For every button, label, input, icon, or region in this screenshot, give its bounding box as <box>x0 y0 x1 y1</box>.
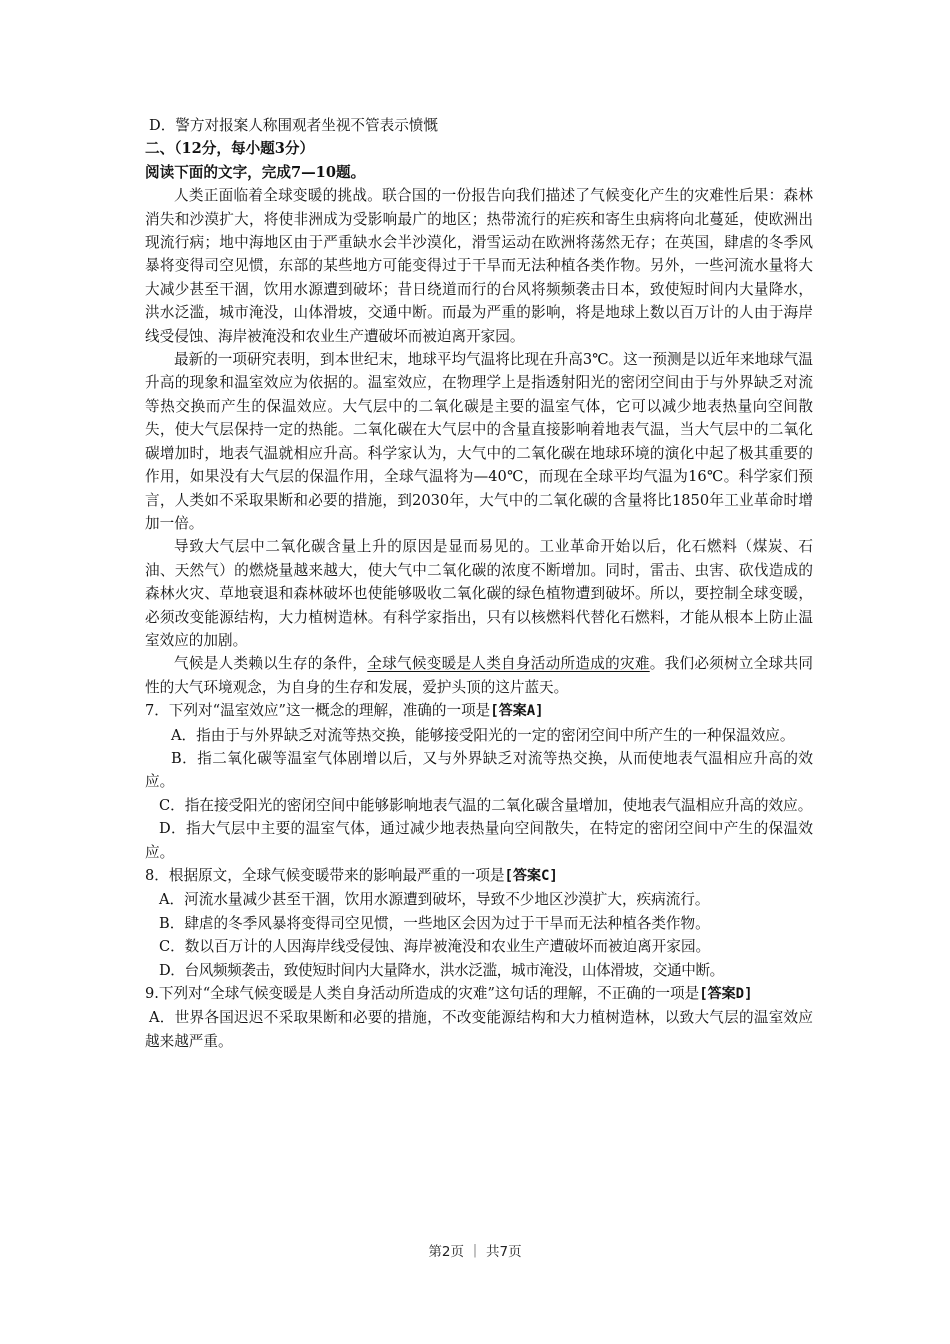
question-9 <box>145 982 813 1006</box>
question-9-stem: 9.下列对“全球气候变暖是人类自身活动所造成的灾难”这句话的理解，不正确的一项是 <box>145 985 700 1003</box>
document-page <box>145 114 813 1053</box>
underlined-sentence: 全球气候变暖是人类自身活动所造成的灾难 <box>367 655 650 673</box>
question-8-option-c: C．数以百万计的人因海岸线受侵蚀、海岸被淹没和农业生产遭破坏而被迫离开家园。 <box>159 938 711 956</box>
question-7-option-b: B．指二氧化碳等温室气体剧增以后，又与外界缺乏对流等热交换，从而使地表气温相应升高的效应。 <box>145 749 813 791</box>
passage-paragraph-3: 导致大气层中二氧化碳含量上升的原因是显而易见的。工业革命开始以后，化石燃料（煤炭、石油、天然气）的燃烧量越来越大，使大气中二氧化碳的浓度不断增加。同时，雷击、虫害、砍伐造成的森林火灾、草地衰退和森林破坏也使能够吸收二氧化碳的绿色植物遭到破坏。所以，要控制全球变暖，必须改变能源结构，大力植树造林。有科学家指出，只有以核燃料代替化石燃料，才能从根本上防止温室效应的加剧。 <box>145 538 813 649</box>
question-8-stem: 8．根据原文，全球气候变暖带来的影响最严重的一项是 <box>145 867 505 884</box>
question-8-option-d: D．台风频频袭击，致使短时间内大量降水，洪水泛滥，城市淹没，山体滑坡，交通中断。 <box>159 961 724 979</box>
question-7-answer: [答案A] <box>490 703 544 720</box>
question-9-option-a: A．世界各国迟迟不采取果断和必要的措施，不改变能源结构和大力植树造林，以致大气层的温室效应越来越严重。 <box>145 1009 813 1050</box>
p4-text-after: 。我们必须树立全球共同性的大气环境观念，为自身的生存和发展，爱护头顶的这片蓝天。 <box>145 655 813 696</box>
question-9-answer: [答案D] <box>699 986 753 1003</box>
section-title: 二、（12分，每小题3分） <box>145 140 315 158</box>
question-7 <box>145 699 813 723</box>
question-8-answer: [答案C] <box>504 868 558 884</box>
question-8-option-b: B．肆虐的冬季风暴将变得司空见惯，一些地区会因为过于干旱而无法种植各类作物。 <box>159 914 710 932</box>
question-8-option-a: A．河流水量减少甚至干涸，饮用水源遭到破坏，导致不少地区沙漠扩大，疾病流行。 <box>159 891 710 909</box>
passage-paragraph-2: 最新的一项研究表明，到本世纪末，地球平均气温将比现在升高3℃。这一预测是以近年来地球气温升高的现象和温室效应为依据的。温室效应，在物理学上是指透射阳光的密闭空间由于与外界缺乏对流等热交换而产生的保温效应。大气层中的二氧化碳是主要的温室气体，它可以减少地表热量向空间散失，使大气层保持一定的热能。二氧化碳在大气层中的含量直接影响着地表气温，当大气层中的二氧化碳增加时，地表气温就相应升高。科学家认为，大气中的二氧化碳在地球环境的演化中起了极其重要的作用，如果没有大气层的保温作用，全球气温将为—40℃，而现在全球平均气温为16℃。科学家们预言，人类如不采取果断和必要的措施，到2030年，大气中的二氧化碳的含量将比1850年工业革命时增加一倍。 <box>145 351 813 532</box>
previous-option-d: D．警方对报案人称围观者坐视不管表示愤慨 <box>149 117 438 134</box>
question-7-option-d: D．指大气层中主要的温室气体，通过减少地表热量向空间散失，在特定的密闭空间中产生的保温效应。 <box>145 820 813 861</box>
question-8 <box>145 864 813 888</box>
p4-text-before: 气候是人类赖以生存的条件， <box>174 655 368 673</box>
question-7-stem: 7．下列对“温室效应”这一概念的理解，准确的一项是 <box>145 702 491 720</box>
passage-paragraph-1: 人类正面临着全球变暖的挑战。联合国的一份报告向我们描述了气候变化产生的灾难性后果：森林消失和沙漠扩大，将使非洲成为受影响最广的地区；热带流行的疟疾和寄生虫病将向北蔓延，使欧洲出现流行病；地中海地区由于严重缺水会半沙漠化，滑雪运动在欧洲将荡然无存；在英国，肆虐的冬季风暴将变得司空见惯，东部的某些地方可能变得过于干旱而无法种植各类作物。另外，一些河流水量将大大减少甚至干涸，饮用水源遭到破坏；昔日绕道而行的台风将频频袭击日本，致使短时间内大量降水，洪水泛滥，城市淹没，山体滑坡，交通中断。而最为严重的影响，将是地球上数以百万计的人由于海岸线受侵蚀、海岸被淹没和农业生产遭破坏而被迫离开家园。 <box>145 187 813 345</box>
passage-paragraph-4 <box>145 652 813 699</box>
question-7-option-a: A．指由于与外界缺乏对流等热交换，能够接受阳光的一定的密闭空间中所产生的一种保温效应。 <box>171 726 795 744</box>
page-footer: 第2页 ｜ 共7页 <box>428 1244 522 1260</box>
question-7-option-c: C．指在接受阳光的密闭空间中能够影响地表气温的二氧化碳含量增加，使地表气温相应升高的效应。 <box>159 796 813 814</box>
section-instruction: 阅读下面的文字，完成7—10题。 <box>145 163 366 181</box>
